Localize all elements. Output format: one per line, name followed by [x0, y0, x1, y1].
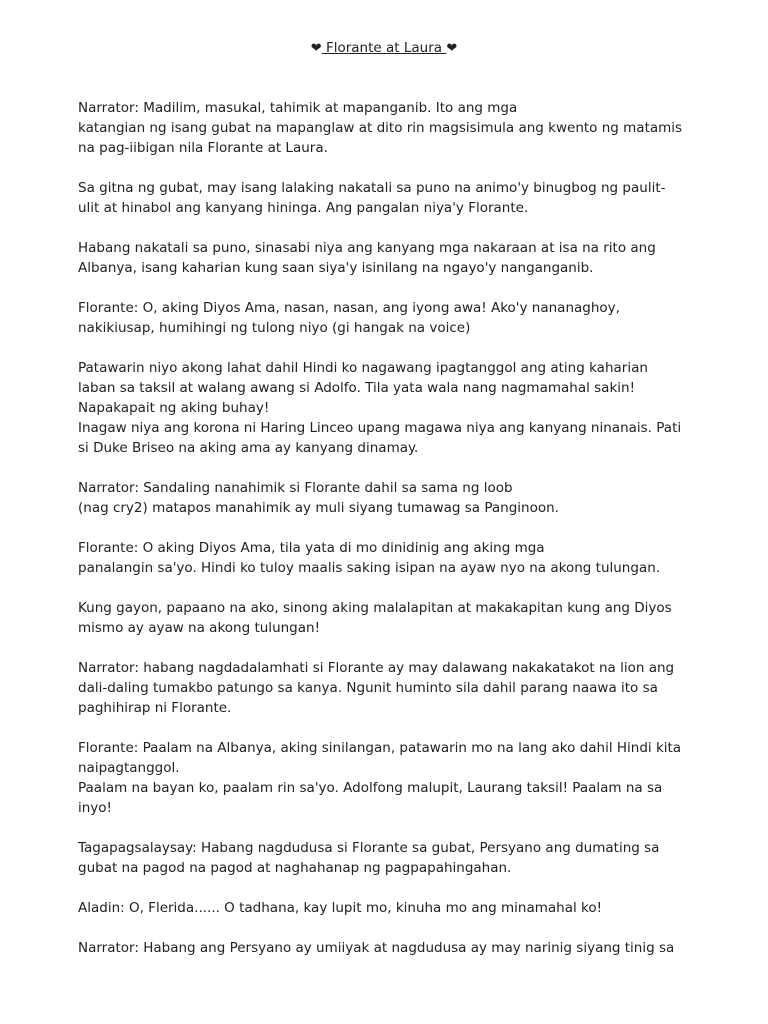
text-line: Inagaw niya ang korona ni Haring Linceo upang magawa niya ang kanyang ninanais. Pati	[78, 420, 682, 436]
text-line: Paalam na bayan ko, paalam rin sa'yo. Adolfong malupit, Laurang taksil! Paalam na sa	[78, 780, 663, 796]
document-title	[0, 38, 768, 59]
text-line: Sa gitna ng gubat, may isang lalaking nakatali sa puno na animo'y binugbog ng paulit-	[78, 180, 666, 196]
paragraph	[78, 598, 700, 638]
text-line: nakikiusap, humihingi ng tulong niyo (gi hangak na voice)	[78, 320, 471, 336]
title-text: Florante at Laura	[321, 40, 447, 56]
paragraph	[78, 938, 700, 958]
paragraph	[78, 538, 700, 578]
heart-icon: ❤	[446, 41, 458, 56]
text-line: ulit at hinabol ang kanyang hininga. Ang pangalan niya'y Florante.	[78, 200, 529, 216]
paragraph	[78, 738, 700, 818]
paragraph	[78, 898, 700, 918]
text-line: katangian ng isang gubat na mapanglaw at dito rin magsisimula ang kwento ng matamis	[78, 120, 683, 136]
paragraph	[78, 838, 700, 878]
text-line: Tagapagsalaysay: Habang nagdudusa si Florante sa gubat, Persyano ang dumating sa	[78, 840, 660, 856]
text-line: Patawarin niyo akong lahat dahil Hindi ko nagawang ipagtanggol ang ating kaharian	[78, 360, 648, 376]
paragraph	[78, 358, 700, 458]
paragraph	[78, 178, 700, 218]
text-line: Albanya, isang kaharian kung saan siya'y isinilang na ngayo'y nanganganib.	[78, 260, 594, 276]
paragraph	[78, 478, 700, 518]
text-line: Florante: O aking Diyos Ama, tila yata di mo dinidinig ang aking mga	[78, 540, 545, 556]
text-line: (nag cry2) matapos manahimik ay muli siyang tumawag sa Panginoon.	[78, 500, 559, 516]
text-line: panalangin sa'yo. Hindi ko tuloy maalis saking isipan na ayaw nyo na akong tulungan.	[78, 560, 661, 576]
text-line: Kung gayon, papaano na ako, sinong aking malalapitan at makakapitan kung ang Diyos	[78, 600, 672, 616]
text-line: Habang nakatali sa puno, sinasabi niya ang kanyang mga nakaraan at isa na rito ang	[78, 240, 656, 256]
text-line: gubat na pagod na pagod at naghahanap ng pagpapahingahan.	[78, 860, 512, 876]
heart-icon: ❤	[310, 41, 322, 56]
text-line: Florante: O, aking Diyos Ama, nasan, nasan, ang iyong awa! Ako'y nananaghoy,	[78, 300, 620, 316]
text-line: naipagtanggol.	[78, 760, 180, 776]
text-line: dali-daling tumakbo patungo sa kanya. Ngunit huminto sila dahil parang naawa ito sa	[78, 680, 658, 696]
text-line: paghihirap ni Florante.	[78, 700, 232, 716]
text-line: laban sa taksil at walang awang si Adolfo. Tila yata wala nang nagmamahal sakin!	[78, 380, 635, 396]
paragraph	[78, 658, 700, 718]
text-line: Napakapait ng aking buhay!	[78, 400, 270, 416]
text-line: Narrator: Sandaling nanahimik si Florante dahil sa sama ng loob	[78, 480, 513, 496]
text-line: Narrator: Madilim, masukal, tahimik at mapanganib. Ito ang mga	[78, 100, 518, 116]
document-body	[78, 98, 700, 978]
text-line: si Duke Briseo na aking ama ay kanyang dinamay.	[78, 440, 419, 456]
text-line: inyo!	[78, 800, 112, 816]
paragraph	[78, 298, 700, 338]
text-line: na pag-iibigan nila Florante at Laura.	[78, 140, 328, 156]
paragraph	[78, 238, 700, 278]
paragraph	[78, 98, 700, 158]
text-line: Narrator: habang nagdadalamhati si Florante ay may dalawang nakakatakot na lion ang	[78, 660, 675, 676]
text-line: mismo ay ayaw na akong tulungan!	[78, 620, 320, 636]
text-line: Aladin: O, Flerida...... O tadhana, kay lupit mo, kinuha mo ang minamahal ko!	[78, 900, 603, 916]
text-line: Narrator: Habang ang Persyano ay umiiyak at nagdudusa ay may narinig siyang tinig sa	[78, 940, 675, 956]
text-line: Florante: Paalam na Albanya, aking sinilangan, patawarin mo na lang ako dahil Hindi kita	[78, 740, 682, 756]
